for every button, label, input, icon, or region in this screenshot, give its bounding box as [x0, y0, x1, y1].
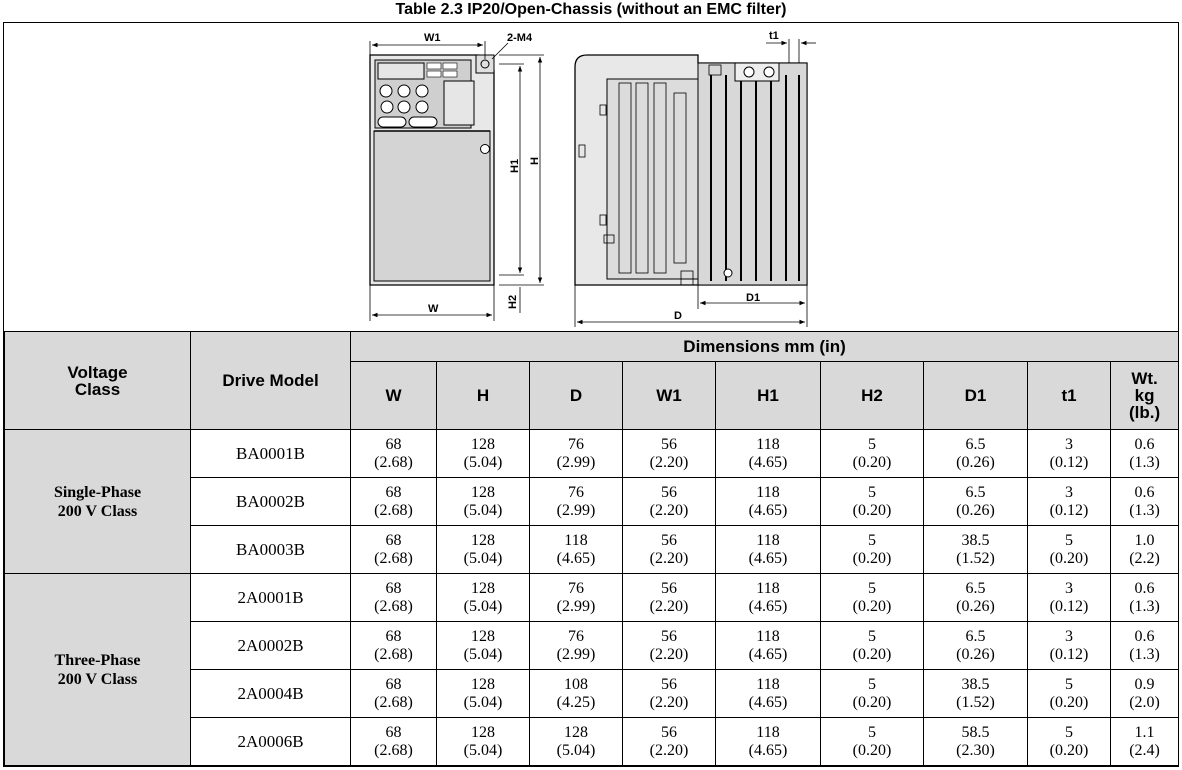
- value-mm: 6.5: [965, 579, 986, 597]
- value-in: (2.68): [374, 693, 413, 711]
- dim-cell-t1: [1028, 430, 1111, 478]
- value-mm: 118: [756, 627, 780, 645]
- dim-cell-w: [351, 622, 437, 670]
- value-mm: 6.5: [965, 435, 986, 453]
- value-mm: 5: [1065, 675, 1073, 693]
- header-d: D: [530, 362, 623, 430]
- value-in: (2.20): [649, 645, 689, 663]
- value-mm: 3: [1065, 579, 1073, 597]
- value-in: (2.68): [374, 549, 413, 567]
- value-mm: 118: [756, 579, 780, 597]
- value-in: (2.99): [556, 501, 596, 519]
- value-mm: 68: [385, 723, 402, 741]
- table-row: [5, 430, 1179, 478]
- value-mm: 76: [568, 483, 584, 501]
- value-mm: 56: [661, 627, 677, 645]
- value-in: (0.20): [1049, 549, 1089, 567]
- dim-cell-w: [351, 718, 437, 766]
- value-mm: 5: [868, 579, 876, 597]
- value-in: (0.20): [852, 453, 892, 471]
- value-in: (2.99): [556, 597, 596, 615]
- header-h2: H2: [821, 362, 924, 430]
- value-in: (2.68): [374, 453, 413, 471]
- side-view-drawing: [575, 39, 816, 327]
- value-mm: 0.6: [1134, 579, 1155, 597]
- value-in: (4.65): [748, 453, 788, 471]
- header-weight-line2: kg: [1134, 386, 1155, 405]
- dim-cell-wt: [1111, 478, 1179, 526]
- value-in: (4.65): [748, 501, 788, 519]
- value-in: (5.04): [463, 501, 503, 519]
- dim-cell-h1: [716, 574, 821, 622]
- header-weight: [1111, 362, 1179, 430]
- value-in: (2.68): [374, 501, 413, 519]
- value-mm: 0.6: [1134, 435, 1155, 453]
- label-t1: t1: [769, 30, 779, 42]
- dim-cell-h2: [821, 526, 924, 574]
- value-mm: 58.5: [961, 723, 990, 741]
- dim-cell-h1: [716, 670, 821, 718]
- dim-cell-h: [437, 622, 530, 670]
- value-mm: 128: [471, 579, 495, 597]
- label-h1: H1: [509, 158, 521, 173]
- dim-cell-t1: [1028, 574, 1111, 622]
- dim-cell-d: [530, 622, 623, 670]
- dim-cell-w1: [623, 430, 716, 478]
- value-in: (2.68): [374, 597, 413, 615]
- value-in: (1.3): [1129, 501, 1160, 519]
- value-in: (5.04): [556, 741, 596, 759]
- dim-cell-h1: [716, 430, 821, 478]
- front-view-drawing: [370, 41, 544, 321]
- value-in: (1.3): [1129, 597, 1160, 615]
- label-d1: D1: [746, 292, 761, 304]
- value-in: (4.65): [748, 645, 788, 663]
- value-in: (2.99): [556, 645, 596, 663]
- value-mm: 56: [661, 675, 677, 693]
- value-in: (0.20): [852, 741, 892, 759]
- dim-cell-t1: [1028, 718, 1111, 766]
- dimension-diagram: [4, 23, 1178, 332]
- header-drive-model: Drive Model: [191, 332, 351, 430]
- value-in: (2.30): [956, 741, 995, 759]
- value-in: (2.20): [649, 597, 689, 615]
- dim-cell-h2: [821, 574, 924, 622]
- label-w: W: [428, 303, 439, 315]
- value-in: (2.4): [1129, 741, 1160, 759]
- dim-cell-h1: [716, 526, 821, 574]
- value-mm: 68: [385, 435, 402, 453]
- voltage-class-cell: [5, 574, 191, 766]
- dim-cell-t1: [1028, 670, 1111, 718]
- dim-cell-w: [351, 478, 437, 526]
- value-mm: 128: [471, 723, 495, 741]
- value-in: (5.04): [463, 741, 503, 759]
- header-weight-line1: Wt.: [1131, 369, 1158, 388]
- value-mm: 5: [868, 483, 876, 501]
- value-mm: 128: [564, 723, 588, 741]
- value-mm: 128: [471, 435, 495, 453]
- dim-cell-t1: [1028, 526, 1111, 574]
- dim-cell-wt: [1111, 718, 1179, 766]
- value-in: (5.04): [463, 549, 503, 567]
- table-title: Table 2.3 IP20/Open-Chassis (without an EMC filter): [395, 1, 787, 18]
- value-in: (0.12): [1049, 645, 1089, 663]
- value-in: (1.52): [956, 549, 995, 567]
- value-mm: 68: [385, 627, 402, 645]
- value-mm: 5: [868, 435, 876, 453]
- value-in: (2.68): [374, 741, 413, 759]
- value-mm: 3: [1065, 435, 1073, 453]
- value-in: (0.20): [852, 501, 892, 519]
- value-mm: 6.5: [965, 483, 986, 501]
- value-mm: 76: [568, 435, 584, 453]
- value-mm: 0.6: [1134, 483, 1155, 501]
- value-in: (2.20): [649, 741, 689, 759]
- dim-cell-h: [437, 526, 530, 574]
- value-in: (0.20): [1049, 693, 1089, 711]
- dim-cell-w: [351, 574, 437, 622]
- value-in: (2.0): [1129, 693, 1160, 711]
- header-h1: H1: [716, 362, 821, 430]
- voltage-class-line2: 200 V Class: [57, 502, 138, 520]
- value-mm: 118: [756, 483, 780, 501]
- value-mm: 56: [661, 579, 677, 597]
- header-voltage-class: Voltage Class: [5, 332, 191, 430]
- value-mm: 38.5: [961, 531, 990, 549]
- value-mm: 5: [868, 627, 876, 645]
- value-mm: 76: [568, 627, 584, 645]
- value-in: (0.20): [852, 693, 892, 711]
- value-in: (1.3): [1129, 453, 1160, 471]
- value-mm: 68: [385, 483, 402, 501]
- value-mm: 68: [385, 531, 402, 549]
- header-t1: t1: [1028, 362, 1111, 430]
- drive-model-cell: 2A0006B: [191, 718, 351, 766]
- dim-cell-h2: [821, 622, 924, 670]
- dim-cell-d: [530, 718, 623, 766]
- value-in: (4.65): [748, 597, 788, 615]
- header-h: H: [437, 362, 530, 430]
- value-mm: 108: [564, 675, 588, 693]
- value-in: (0.20): [1049, 741, 1089, 759]
- value-mm: 128: [471, 531, 495, 549]
- value-mm: 68: [385, 675, 402, 693]
- value-mm: 128: [471, 675, 495, 693]
- value-mm: 5: [868, 675, 876, 693]
- label-h2: H2: [507, 294, 519, 309]
- dim-cell-wt: [1111, 430, 1179, 478]
- dim-cell-w: [351, 526, 437, 574]
- table-row: [5, 574, 1179, 622]
- dim-cell-d: [530, 526, 623, 574]
- dim-cell-h2: [821, 670, 924, 718]
- voltage-class-cell: [5, 430, 191, 574]
- dim-cell-d: [530, 670, 623, 718]
- value-in: (5.04): [463, 453, 503, 471]
- value-mm: 5: [868, 531, 876, 549]
- dim-cell-w: [351, 430, 437, 478]
- dim-cell-h: [437, 478, 530, 526]
- drive-model-cell: BA0001B: [191, 430, 351, 478]
- value-mm: 118: [756, 531, 780, 549]
- dim-cell-w1: [623, 718, 716, 766]
- drive-drawings-svg: [4, 23, 1178, 332]
- value-mm: 5: [1065, 531, 1073, 549]
- value-mm: 5: [868, 723, 876, 741]
- value-in: (0.12): [1049, 453, 1089, 471]
- label-w1: W1: [424, 32, 441, 44]
- drive-model-cell: BA0003B: [191, 526, 351, 574]
- dim-cell-d1: [924, 430, 1028, 478]
- value-mm: 128: [471, 483, 495, 501]
- value-mm: 0.9: [1134, 675, 1155, 693]
- dim-cell-h: [437, 574, 530, 622]
- dim-cell-h2: [821, 478, 924, 526]
- value-mm: 118: [564, 531, 588, 549]
- label-h: H: [529, 157, 541, 165]
- dim-cell-d1: [924, 574, 1028, 622]
- value-mm: 56: [661, 723, 677, 741]
- value-in: (2.20): [649, 549, 689, 567]
- value-in: (0.26): [956, 597, 995, 615]
- dim-cell-h: [437, 670, 530, 718]
- value-in: (2.99): [556, 453, 596, 471]
- value-in: (2.20): [649, 501, 689, 519]
- value-mm: 3: [1065, 483, 1073, 501]
- value-in: (4.65): [748, 693, 788, 711]
- value-mm: 0.6: [1134, 627, 1155, 645]
- voltage-class-line1: Three-Phase: [54, 651, 141, 669]
- dim-cell-h1: [716, 622, 821, 670]
- dim-cell-w1: [623, 574, 716, 622]
- dim-cell-d: [530, 478, 623, 526]
- value-in: (0.26): [956, 645, 995, 663]
- drive-model-cell: 2A0001B: [191, 574, 351, 622]
- drive-model-cell: 2A0002B: [191, 622, 351, 670]
- value-mm: 128: [471, 627, 495, 645]
- header-dimensions: Dimensions mm (in): [351, 332, 1179, 362]
- value-mm: 118: [756, 723, 780, 741]
- header-d1: D1: [924, 362, 1028, 430]
- label-d: D: [674, 310, 682, 322]
- dim-cell-h1: [716, 718, 821, 766]
- value-mm: 118: [756, 675, 780, 693]
- value-in: (2.20): [649, 453, 689, 471]
- value-in: (0.26): [956, 501, 995, 519]
- dim-cell-d: [530, 430, 623, 478]
- value-in: (0.20): [852, 549, 892, 567]
- dim-cell-h1: [716, 478, 821, 526]
- dim-cell-d1: [924, 670, 1028, 718]
- value-in: (5.04): [463, 597, 503, 615]
- value-in: (0.12): [1049, 597, 1089, 615]
- dim-cell-wt: [1111, 670, 1179, 718]
- table-frame: [3, 22, 1179, 767]
- dim-cell-t1: [1028, 622, 1111, 670]
- dim-cell-h: [437, 718, 530, 766]
- value-mm: 1.1: [1134, 723, 1155, 741]
- dim-cell-wt: [1111, 622, 1179, 670]
- dim-cell-d1: [924, 622, 1028, 670]
- dim-cell-w1: [623, 526, 716, 574]
- dim-cell-t1: [1028, 478, 1111, 526]
- value-mm: 56: [661, 435, 677, 453]
- dimensions-table: [4, 331, 1179, 766]
- value-in: (5.04): [463, 645, 503, 663]
- dim-cell-d: [530, 574, 623, 622]
- value-in: (2.20): [649, 693, 689, 711]
- value-mm: 5: [1065, 723, 1073, 741]
- value-in: (4.65): [748, 741, 788, 759]
- value-in: (4.65): [748, 549, 788, 567]
- value-mm: 56: [661, 483, 677, 501]
- dim-cell-h: [437, 430, 530, 478]
- value-mm: 76: [568, 579, 584, 597]
- value-in: (2.68): [374, 645, 413, 663]
- value-mm: 118: [756, 435, 780, 453]
- value-in: (0.12): [1049, 501, 1089, 519]
- value-in: (0.20): [852, 645, 892, 663]
- value-in: (1.52): [956, 693, 995, 711]
- dim-cell-w1: [623, 478, 716, 526]
- value-mm: 1.0: [1134, 531, 1155, 549]
- dim-cell-w1: [623, 670, 716, 718]
- value-in: (0.20): [852, 597, 892, 615]
- dim-cell-wt: [1111, 526, 1179, 574]
- value-in: (4.25): [556, 693, 596, 711]
- dim-cell-w: [351, 670, 437, 718]
- dim-cell-h2: [821, 718, 924, 766]
- value-mm: 6.5: [965, 627, 986, 645]
- dim-cell-d1: [924, 478, 1028, 526]
- header-w: W: [351, 362, 437, 430]
- header-w1: W1: [623, 362, 716, 430]
- value-in: (5.04): [463, 693, 503, 711]
- value-in: (0.26): [956, 453, 995, 471]
- dim-cell-h2: [821, 430, 924, 478]
- header-weight-line3: (lb.): [1128, 403, 1161, 422]
- table-body: [5, 430, 1179, 766]
- drive-model-cell: 2A0004B: [191, 670, 351, 718]
- value-in: (2.2): [1129, 549, 1160, 567]
- value-mm: 68: [385, 579, 402, 597]
- voltage-class-line2: 200 V Class: [57, 670, 138, 688]
- value-mm: 56: [661, 531, 677, 549]
- label-2-m4: 2-M4: [507, 32, 533, 44]
- dim-cell-d1: [924, 526, 1028, 574]
- value-in: (4.65): [556, 549, 596, 567]
- voltage-class-line1: Single-Phase: [53, 483, 142, 501]
- value-in: (1.3): [1129, 645, 1160, 663]
- dim-cell-w1: [623, 622, 716, 670]
- value-mm: 38.5: [961, 675, 990, 693]
- drive-model-cell: BA0002B: [191, 478, 351, 526]
- dim-cell-d1: [924, 718, 1028, 766]
- dim-cell-wt: [1111, 574, 1179, 622]
- value-mm: 3: [1065, 627, 1073, 645]
